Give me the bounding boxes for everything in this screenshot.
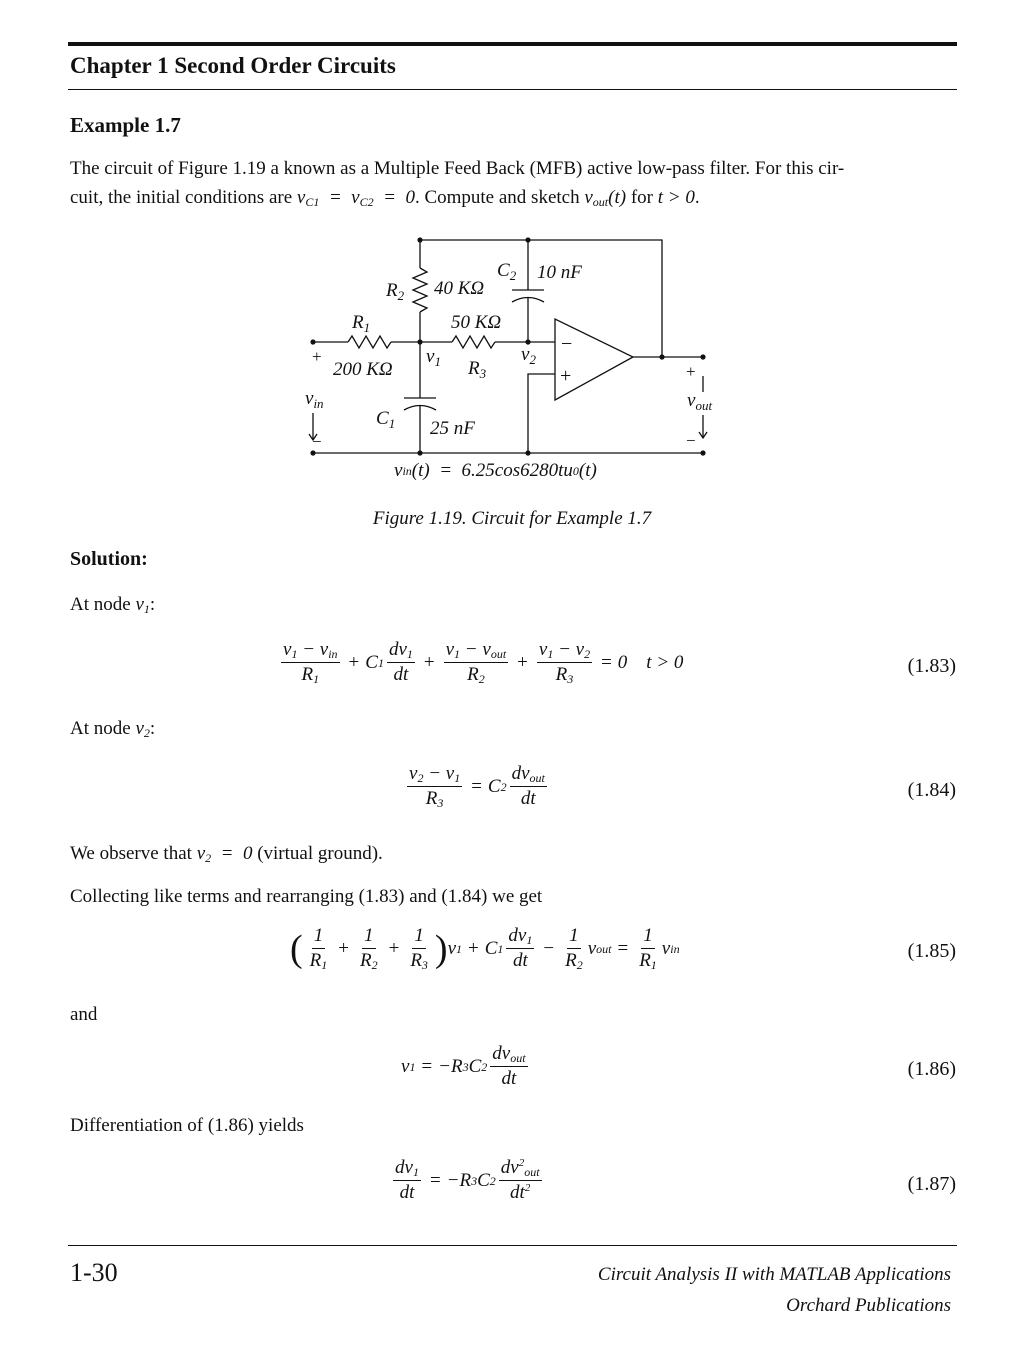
v2-label: $v_2$ [521,344,536,367]
example-title: Example 1.7 [70,113,181,137]
r1-resistor [348,336,391,348]
vin-minus: − [312,432,322,451]
r2-value: 40 KΩ [434,278,485,299]
diff-text: Differentiation of (1.86) yields [70,1115,304,1136]
example-text-line1: The circuit of Figure 1.19 a known as a Multiple Feed Back (MFB) active low-pass filter. For this cir- [70,158,845,179]
equation-1-87: $\frac{dv_1}{dt}$ = −R 3 C 2 $\frac{dv^2_{out}}{dt^2}$ [395,1157,540,1203]
eqnum-1-83: (1.83) [907,655,956,677]
chapter-title: Chapter 1 Second Order Circuits [70,53,396,78]
initial-condition-math: $v_{C1} = v_{C2} = 0$ [296,187,415,209]
page-number: 1-30 [70,1258,118,1287]
opamp-noninverting: + [560,365,572,387]
vin-label: $v_{in}$ [305,388,324,411]
vin-plus: + [312,347,322,366]
source-equation: v in (t) = 6.25cos6280tu 0 (t) [394,460,597,481]
c2-value: 10 nF [537,262,582,283]
and-text: and [70,1004,98,1025]
node1-text: At node $v_1$: [70,594,156,616]
r2-label: $R_2$ [386,280,405,303]
footer-rule [68,1245,957,1246]
example-text-line2: cuit, the initial conditions are $v_{C1} = v_{C2} = 0$. Compute and sketch $v_{out}(t)$ for t > 0. [70,187,700,209]
r1-label: $R_1$ [352,312,371,335]
figure-caption: Figure 1.19. Circuit for Example 1.7 [372,508,652,529]
c2-label: $C_2$ [497,260,517,283]
vout-minus: − [686,431,696,450]
equation-1-86: v 1 = −R 3 C 2 $\frac{dv_{out}}{dt}$ [401,1043,526,1089]
c1-value: 25 nF [430,418,475,439]
observe-text: We observe that $v_2 = 0$ (virtual ground). [70,843,383,865]
op-amp [555,319,633,400]
eqnum-1-85: (1.85) [907,940,956,962]
equation-1-84: $\frac{v_2 - v_1}{R_3}$ = C 2 $\frac{dv_{out}}{dt}$ [409,763,545,810]
collect-text: Collecting like terms and rearranging (1.83) and (1.84) we get [70,886,543,907]
r1-value: 200 KΩ [333,359,393,380]
eqnum-1-86: (1.86) [907,1058,956,1080]
equation-1-85: ( $\frac{1}{R_1}$ + $\frac{1}{R_2}$ + $\frac{1}{R_3}$ ) v 1 + C 1 $\frac{dv_1}{dt}$ − $\frac{1}{R_2}$ v out = $\frac{1}{R_1}$ v in [290,925,680,972]
eqnum-1-87: (1.87) [907,1173,956,1195]
vout-label: $v_{out}$ [687,390,713,413]
r3-resistor [452,336,495,348]
eqnum-1-84: (1.84) [907,779,956,801]
t-condition-math: t > 0 [657,187,695,208]
r3-value: 50 KΩ [451,312,502,333]
r3-label: $R_3$ [468,358,487,381]
v1-label: $v_1$ [426,346,441,369]
vout-plus: + [686,362,696,381]
node2-text: At node $v_2$: [70,718,156,740]
equation-1-83: $\frac{v_1 - v_{in}}{R_1}$ + C 1 $\frac{dv_1}{dt}$ + $\frac{v_1 - v_{out}}{R_2}$ + $\frac{v_1 - v_2}{R_3}$ = 0 t > 0 [283,639,684,686]
circuit-diagram [0,0,1024,500]
opamp-inverting: − [561,333,573,355]
r2-resistor [413,268,427,312]
book-title: Circuit Analysis II with MATLAB Applications [597,1264,951,1285]
publisher: Orchard Publications [786,1295,951,1316]
vout-math: $v_{out}(t)$ [584,187,627,209]
solution-title: Solution: [70,548,148,570]
c1-label: $C_1$ [376,408,396,431]
